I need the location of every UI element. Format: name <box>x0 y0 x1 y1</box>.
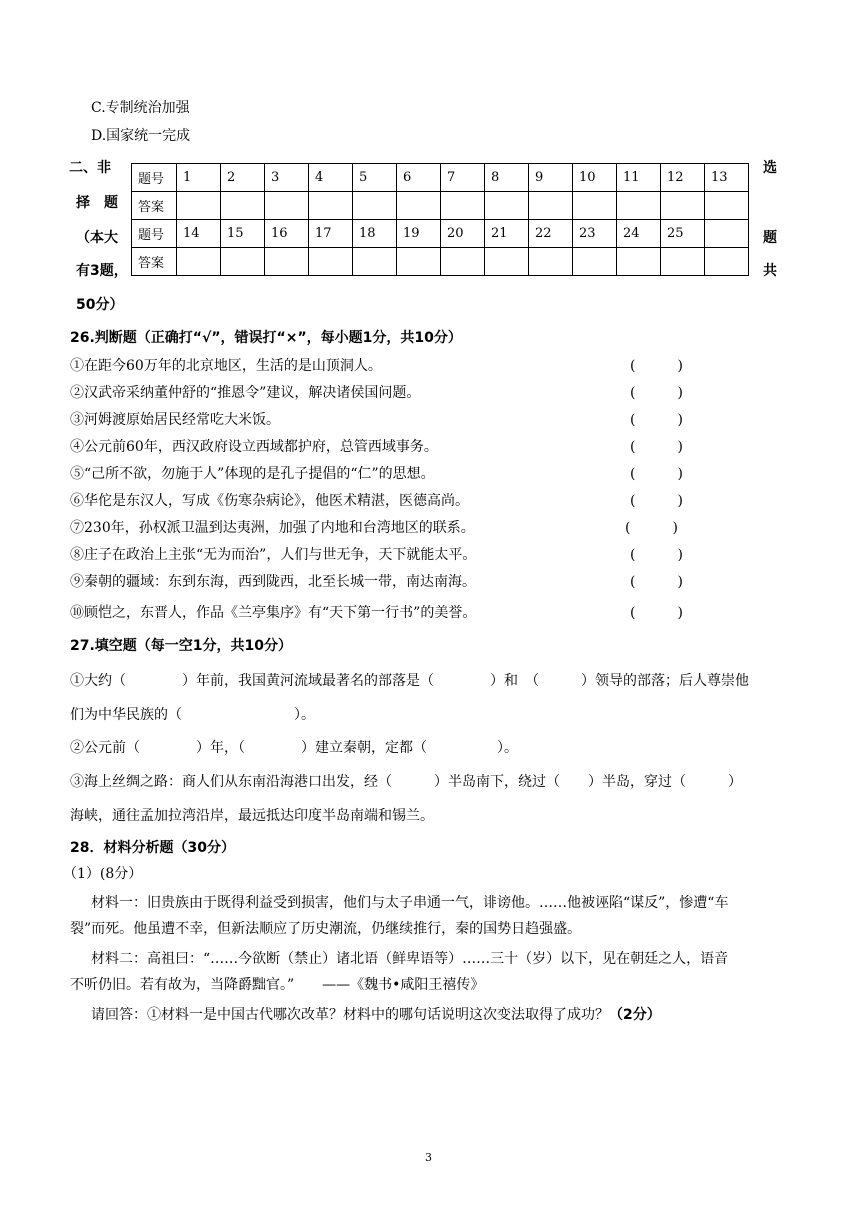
q26-item-10: ⑩顾恺之，东晋人，作品《兰亭集序》有“天下第一行书”的美誉。 <box>70 605 477 621</box>
number-cell: 3 <box>265 164 309 192</box>
q27-line-3: ②公元前（ ）年，（ ）建立秦朝，定都（ ）。 <box>70 740 518 756</box>
q28-material1-b: 裂”而死。他虽遭不幸，但新法顺应了历史潮流，仍继续推行，秦的国势日趋强盛。 <box>70 921 582 937</box>
section2-left-4: 有3题， <box>76 263 128 279</box>
answer-cell[interactable] <box>529 248 573 276</box>
answer-cell[interactable] <box>617 192 661 220</box>
header-cell: 答案 <box>132 192 177 220</box>
q28-material1-a: 材料一：旧贵族由于既得利益受到损害，他们与太子串通一气，诽谤他。……他被诬陷“谋反”，惨遭“车 <box>91 895 729 911</box>
number-cell: 5 <box>353 164 397 192</box>
table-row <box>132 164 749 192</box>
q26-item-9: ⑨秦朝的疆域：东到东海，西到陇西，北至长城一带，南达南海。 <box>70 574 476 590</box>
q26-item-8: ⑧庄子在政治上主张“无为而治”，人们与世无争，天下就能太平。 <box>70 547 477 563</box>
answer-cell[interactable] <box>661 248 705 276</box>
section2-left-1: 二、非 <box>69 160 111 176</box>
answer-cell[interactable] <box>353 248 397 276</box>
answer-cell[interactable] <box>177 248 221 276</box>
answer-table <box>131 163 749 276</box>
answer-cell[interactable] <box>265 192 309 220</box>
number-cell: 23 <box>573 220 617 248</box>
answer-cell[interactable] <box>309 192 353 220</box>
q26-answer-5[interactable]: ( ) <box>630 466 683 482</box>
q26-answer-9[interactable]: ( ) <box>630 574 683 590</box>
q26-answer-4[interactable]: ( ) <box>630 439 683 455</box>
q26-answer-6[interactable]: ( ) <box>630 493 683 509</box>
q26-answer-1[interactable]: ( ) <box>630 358 683 374</box>
q27-line-5: 海峡，通往孟加拉湾沿岸，最远抵达印度半岛南端和锡兰。 <box>70 808 434 824</box>
q26-title: 26.判断题（正确打“√”，错误打“×”，每小题1分，共10分） <box>70 330 462 346</box>
number-cell: 9 <box>529 164 573 192</box>
answer-cell[interactable] <box>265 248 309 276</box>
table-row <box>132 192 749 220</box>
q26-item-1: ①在距今60万年的北京地区，生活的是山顶洞人。 <box>70 358 382 374</box>
q26-item-6: ⑥华佗是东汉人，写成《伤寒杂病论》，他医术精湛，医德高尚。 <box>70 493 469 509</box>
table-row <box>132 248 749 276</box>
number-cell: 2 <box>221 164 265 192</box>
q27-line-1: ①大约（ ）年前，我国黄河流域最著名的部落是（ ）和 （ ）领导的部落；后人尊崇他 <box>70 673 749 689</box>
answer-cell[interactable] <box>441 248 485 276</box>
answer-cell[interactable] <box>485 192 529 220</box>
number-cell: 14 <box>177 220 221 248</box>
section2-left-3: （本大 <box>76 230 118 246</box>
q26-answer-7[interactable]: ( ) <box>625 520 678 536</box>
answer-cell[interactable] <box>397 248 441 276</box>
header-cell: 题号 <box>132 220 177 248</box>
number-cell: 12 <box>661 164 705 192</box>
q28-question-score: （2分） <box>609 1007 661 1023</box>
q26-item-4: ④公元前60年，西汉政府设立西域都护府，总管西域事务。 <box>70 439 438 455</box>
header-cell: 答案 <box>132 248 177 276</box>
number-cell: 8 <box>485 164 529 192</box>
header-cell: 题号 <box>132 164 177 192</box>
number-cell: 17 <box>309 220 353 248</box>
q26-item-7: ⑦230年，孙权派卫温到达夷洲，加强了内地和台湾地区的联系。 <box>70 520 475 536</box>
q26-item-3: ③河姆渡原始居民经常吃大米饭。 <box>70 412 280 428</box>
number-cell: 18 <box>353 220 397 248</box>
q28-material2-b: 不听仍旧。若有故为，当降爵黜官。” ——《魏书•咸阳王禧传》 <box>70 977 485 993</box>
section2-tail: 50分） <box>76 297 124 313</box>
q26-answer-8[interactable]: ( ) <box>630 547 683 563</box>
number-cell: 10 <box>573 164 617 192</box>
q26-answer-3[interactable]: ( ) <box>630 412 683 428</box>
number-cell: 1 <box>177 164 221 192</box>
section2-left-2: 择 题 <box>76 195 118 211</box>
section2-right-2: 题 <box>763 230 777 246</box>
q27-title: 27.填空题（每一空1分，共10分） <box>70 638 293 654</box>
q26-item-2: ②汉武帝采纳董仲舒的“推恩令”建议，解决诸侯国问题。 <box>70 385 421 401</box>
q28-sub1: （1）(8分） <box>63 866 143 882</box>
number-cell: 6 <box>397 164 441 192</box>
answer-cell[interactable] <box>221 248 265 276</box>
answer-cell[interactable] <box>485 248 529 276</box>
number-cell: 24 <box>617 220 661 248</box>
answer-cell[interactable] <box>397 192 441 220</box>
number-cell: 19 <box>397 220 441 248</box>
q28-material2-a: 材料二：高祖曰：“……今欲断（禁止）诸北语（鲜卑语等）……三十（岁）以下，见在朝廷之人，语音 <box>91 951 729 967</box>
table-row <box>132 220 749 248</box>
q26-answer-10[interactable]: ( ) <box>630 605 683 621</box>
number-cell: 22 <box>529 220 573 248</box>
number-cell: 11 <box>617 164 661 192</box>
number-cell <box>705 220 749 248</box>
number-cell: 21 <box>485 220 529 248</box>
number-cell: 7 <box>441 164 485 192</box>
answer-cell[interactable] <box>529 192 573 220</box>
answer-cell[interactable] <box>705 192 749 220</box>
answer-cell[interactable] <box>661 192 705 220</box>
page-number: 3 <box>425 1151 432 1164</box>
q28-question-text: 请回答：①材料一是中国古代哪次改革？材料中的哪句话说明这次变法取得了成功？ <box>91 1007 609 1023</box>
answer-cell[interactable] <box>309 248 353 276</box>
section2-right-3: 共 <box>763 263 777 279</box>
option-d: D.国家统一完成 <box>91 128 191 144</box>
answer-cell[interactable] <box>573 248 617 276</box>
q28-title: 28．材料分析题（30分） <box>70 840 235 856</box>
q26-item-5: ⑤“己所不欲，勿施于人”体现的是孔子提倡的“仁”的思想。 <box>70 466 435 482</box>
answer-cell[interactable] <box>177 192 221 220</box>
answer-cell[interactable] <box>221 192 265 220</box>
answer-cell[interactable] <box>617 248 661 276</box>
answer-cell[interactable] <box>353 192 397 220</box>
q27-line-2: 们为中华民族的（ ）。 <box>70 707 315 723</box>
answer-cell[interactable] <box>441 192 485 220</box>
number-cell: 20 <box>441 220 485 248</box>
q27-line-4: ③海上丝绸之路：商人们从东南沿海港口出发，经（ ）半岛南下，绕过（ ）半岛，穿过（ ） <box>70 774 742 790</box>
number-cell: 13 <box>705 164 749 192</box>
section2-right-1: 选 <box>763 160 777 176</box>
q26-answer-2[interactable]: ( ) <box>630 385 683 401</box>
q28-question <box>91 1005 661 1025</box>
answer-cell[interactable] <box>705 248 749 276</box>
number-cell: 16 <box>265 220 309 248</box>
number-cell: 4 <box>309 164 353 192</box>
number-cell: 15 <box>221 220 265 248</box>
option-c: C.专制统治加强 <box>91 100 190 116</box>
answer-cell[interactable] <box>573 192 617 220</box>
number-cell: 25 <box>661 220 705 248</box>
